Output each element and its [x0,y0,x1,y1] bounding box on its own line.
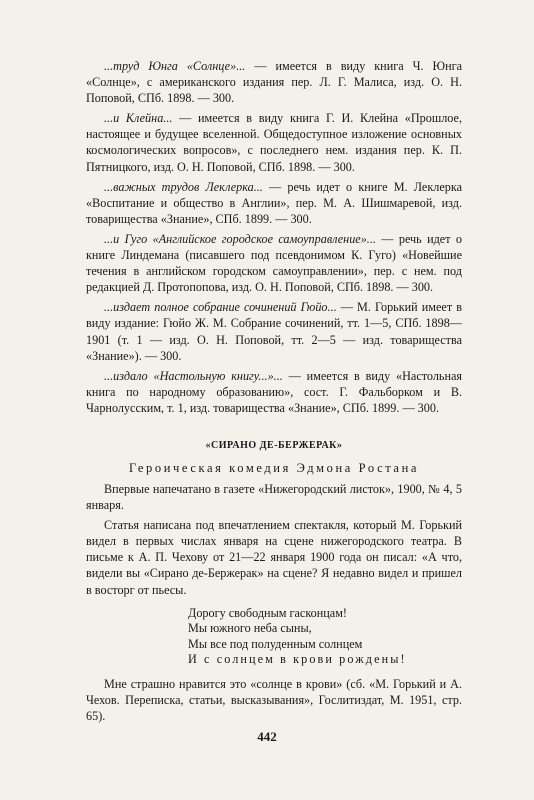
section-subheading: Героическая комедия Эдмона Ростана [128,460,420,475]
note-young [86,58,462,106]
verse-block [188,606,462,668]
note-hugo [86,231,462,295]
note-text: — имеется в виду книга Г. И. Клейна «Прошлое, настоящее и будущее вселенной. Общедоступное изложение основных космологических вопросов», с последнего нем. издания пер. К. П. Пятницкого, изд. О. Н. Поповой, СПб. 1898. — 300. [86,111,462,174]
note-text: — речь идет о книге Линдемана (писавшего под псевдонимом К. Гуго) «Новейшие течения в английском городском самоуправлении», пер. с нем. под редакцией Д. Протопопова, изд. О. Н. Поповой, СПб. 1898. — 300. [86,231,462,295]
note-lead: ...труд Юнга «Солнце»... [104,59,246,73]
verse-line-emphasis: И с солнцем в крови рождены! [188,652,407,667]
note-lead: ...издало «Настольную книгу...»... [104,368,283,383]
note-text: — имеется в виду книга Ч. Юнга «Солнце», с американского издания пер. Л. Г. Малиса, изд. О. Н. Поповой, СПб. 1898. — 300. [86,59,463,106]
note-klein [86,110,462,174]
page-number: 442 [257,729,277,744]
page-body [86,58,462,728]
note-text: — имеется в виду «Настольная книга по народному образованию», сост. Г. Фальборком и В. Чарнолусским, т. 1, изд. товарищества «Знание», СПб. 1899. — 300. [86,368,462,415]
note-lead: ...и Клейна... [104,111,173,126]
note-text: — речь идет о книге М. Леклерка «Воспитание и общество в Англии», пер. М. А. Шишмаревой, изд. товарищества «Знание», СПб. 1899. — 300. [86,179,462,226]
note-handbook [86,368,462,416]
note-lead: ...и Гуго «Английское городское самоуправление»... [104,231,376,246]
note-guyau [86,299,462,363]
verse-line: Мы все под полуденным солнцем [188,636,363,651]
publication-note: Впервые напечатано в газете «Нижегородский листок», 1900, № 4, 5 января. [86,481,462,513]
note-leclerc [86,179,462,227]
verse-line: Мы южного неба сыны, [188,621,312,636]
closing-note: Мне страшно нравится это «солнце в крови» (сб. «М. Горький и А. Чехов. Переписка, статьи, высказывания», Гослитиздат, М. 1951, стр. 65). [86,677,462,724]
context-note: Статья написана под впечатлением спектакля, который М. Горький видел в первых числах января на сцене нижегородского театра. В письме к А. П. Чехову от 21—22 января 1900 года он писал: «А что, видели вы «Сирано де-Бержерак» на сцене? Я недавно видел и пришел в восторг от пьесы. [86,518,462,597]
note-text: — М. Горький имеет в виду издание: Гюйо Ж. М. Собрание сочинений, тт. 1—5, СПб. 1898—1901 (т. 1 — изд. О. Н. Поповой, тт. 2—5 — изд. товарищества «Знание»). — 300. [86,300,462,363]
verse-line: Дорогу свободным гасконцам! [188,605,347,620]
section-heading: «СИРАНО ДЕ-БЕРЖЕРАК» [205,439,343,451]
note-lead: ...важных трудов Леклерка... [104,179,263,194]
note-lead: ...издает полное собрание сочинений Гюйо... [104,300,337,315]
